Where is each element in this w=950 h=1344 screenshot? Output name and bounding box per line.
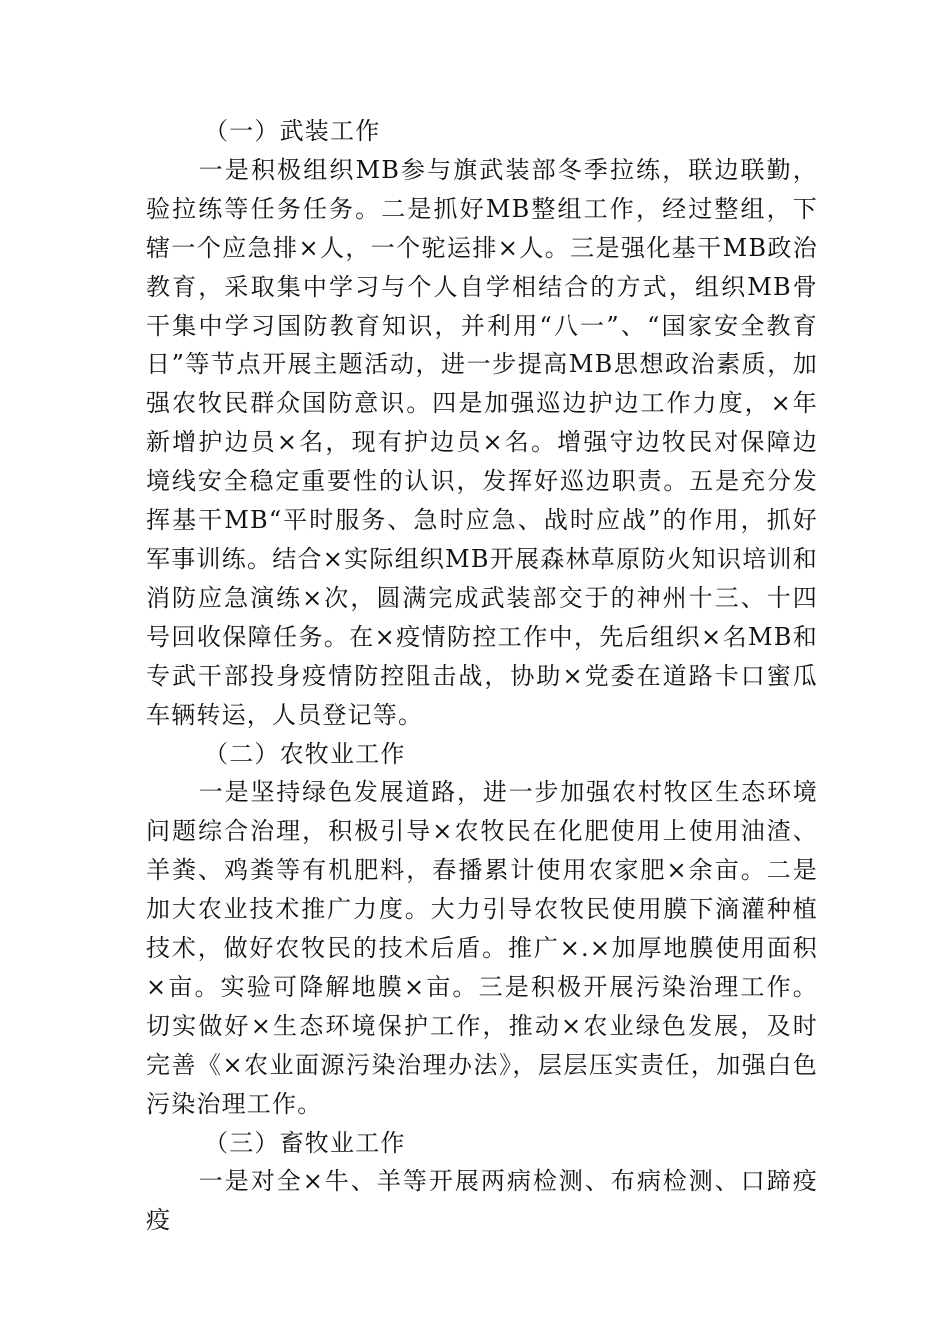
section-heading-armed-forces: （一）武装工作 <box>204 117 381 145</box>
section-paragraph-agriculture: 一是坚持绿色发展道路，进一步加强农村牧区生态环境问题综合治理，积极引导×农牧民在化肥使用上使用油渣、羊粪、鸡粪等有机肥料，春播累计使用农家肥×余亩。二是加大农业技术推广力度。大力引导农牧民使用膜下滴灌种植技术，做好农牧民的技术后盾。推广×.×加厚地膜使用面积×亩。实验可降解地膜×亩。三是积极开展污染治理工作。切实做好×生态环境保护工作，推动×农业绿色发展，及时完善《×农业面源污染治理办法》，层层压实责任，加强白色污染治理工作。 <box>146 778 818 1118</box>
section-heading-agriculture: （二）农牧业工作 <box>204 739 406 768</box>
section-heading-animal-husbandry: （三）畜牧业工作 <box>204 1128 406 1157</box>
section-paragraph-animal-husbandry: 一是对全×牛、羊等开展两病检测、布病检测、口蹄疫疫 <box>146 1167 818 1235</box>
document-body <box>146 112 818 1240</box>
section-paragraph-armed-forces: 一是积极组织MB参与旗武装部冬季拉练，联边联勤，验拉练等任务任务。二是抓好MB整组工作，经过整组，下辖一个应急排×人，一个驼运排×人。三是强化基干MB政治教育，采取集中学习与个人自学相结合的方式，组织MB骨干集中学习国防教育知识，并利用“八一”、“国家安全教育日”等节点开展主题活动，进一步提高MB思想政治素质，加强农牧民群众国防意识。四是加强巡边护边工作力度，×年新增护边员×名，现有护边员×名。增强守边牧民对保障边境线安全稳定重要性的认识，发挥好巡边职责。五是充分发挥基干MB“平时服务、急时应急、战时应战”的作用，抓好军事训练。结合×实际组织MB开展森林草原防火知识培训和消防应急演练×次，圆满完成武装部交于的神州十三、十四号回收保障任务。在×疫情防控工作中，先后组织×名MB和专武干部投身疫情防控阻击战，协助×党委在道路卡口蜜瓜车辆转运，人员登记等。 <box>146 155 818 729</box>
